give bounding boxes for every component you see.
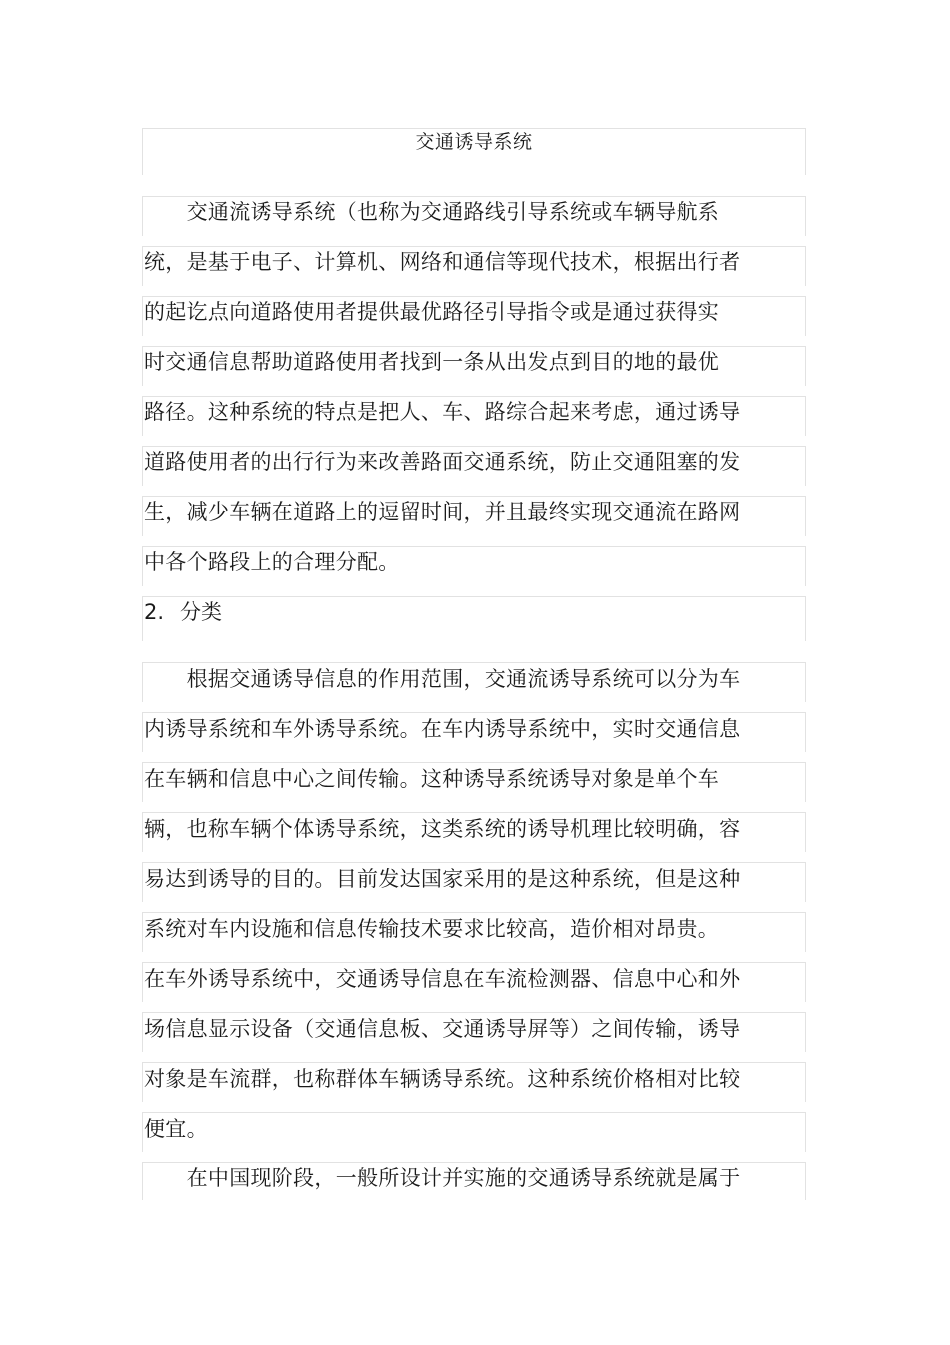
paragraph-line: 交通流诱导系统（也称为交通路线引导系统或车辆导航系 bbox=[144, 200, 720, 224]
paragraph-line: 内诱导系统和车外诱导系统。在车内诱导系统中，实时交通信息 bbox=[144, 717, 741, 741]
paragraph-line: 在车辆和信息中心之间传输。这种诱导系统诱导对象是单个车 bbox=[144, 767, 720, 791]
paragraph-line: 中各个路段上的合理分配。 bbox=[144, 550, 400, 574]
paragraph-line: 生，减少车辆在道路上的逗留时间，并且最终实现交通流在路网 bbox=[144, 500, 741, 524]
paragraph-line: 统，是基于电子、计算机、网络和通信等现代技术，根据出行者 bbox=[144, 250, 741, 274]
text-cell bbox=[142, 596, 806, 641]
paragraph-line: 辆，也称车辆个体诱导系统，这类系统的诱导机理比较明确，容 bbox=[144, 817, 741, 841]
section-title: 分类 bbox=[180, 600, 222, 624]
paragraph-line: 时交通信息帮助道路使用者找到一条从出发点到目的地的最优 bbox=[144, 350, 720, 374]
paragraph-line: 对象是车流群，也称群体车辆诱导系统。这种系统价格相对比较 bbox=[144, 1067, 741, 1091]
paragraph-line: 在车外诱导系统中，交通诱导信息在车流检测器、信息中心和外 bbox=[144, 967, 741, 991]
paragraph-line: 系统对车内设施和信息传输技术要求比较高，造价相对昂贵。 bbox=[144, 917, 720, 941]
paragraph-line: 的起讫点向道路使用者提供最优路径引导指令或是通过获得实 bbox=[144, 300, 720, 324]
paragraph-line: 易达到诱导的目的。目前发达国家采用的是这种系统，但是这种 bbox=[144, 867, 741, 891]
paragraph-line: 场信息显示设备（交通信息板、交通诱导屏等）之间传输，诱导 bbox=[144, 1017, 741, 1041]
paragraph-line: 便宜。 bbox=[144, 1117, 208, 1141]
section-number: 2. bbox=[144, 600, 165, 624]
paragraph-line: 道路使用者的出行行为来改善路面交通系统，防止交通阻塞的发 bbox=[144, 450, 741, 474]
paragraph-line: 路径。这种系统的特点是把人、车、路综合起来考虑，通过诱导 bbox=[144, 400, 741, 424]
document-title: 交通诱导系统 bbox=[415, 131, 533, 153]
paragraph-line: 根据交通诱导信息的作用范围，交通流诱导系统可以分为车 bbox=[144, 667, 741, 691]
paragraph-line: 在中国现阶段，一般所设计并实施的交通诱导系统就是属于 bbox=[144, 1166, 741, 1190]
text-cell bbox=[142, 1112, 806, 1152]
section-heading bbox=[144, 598, 222, 626]
